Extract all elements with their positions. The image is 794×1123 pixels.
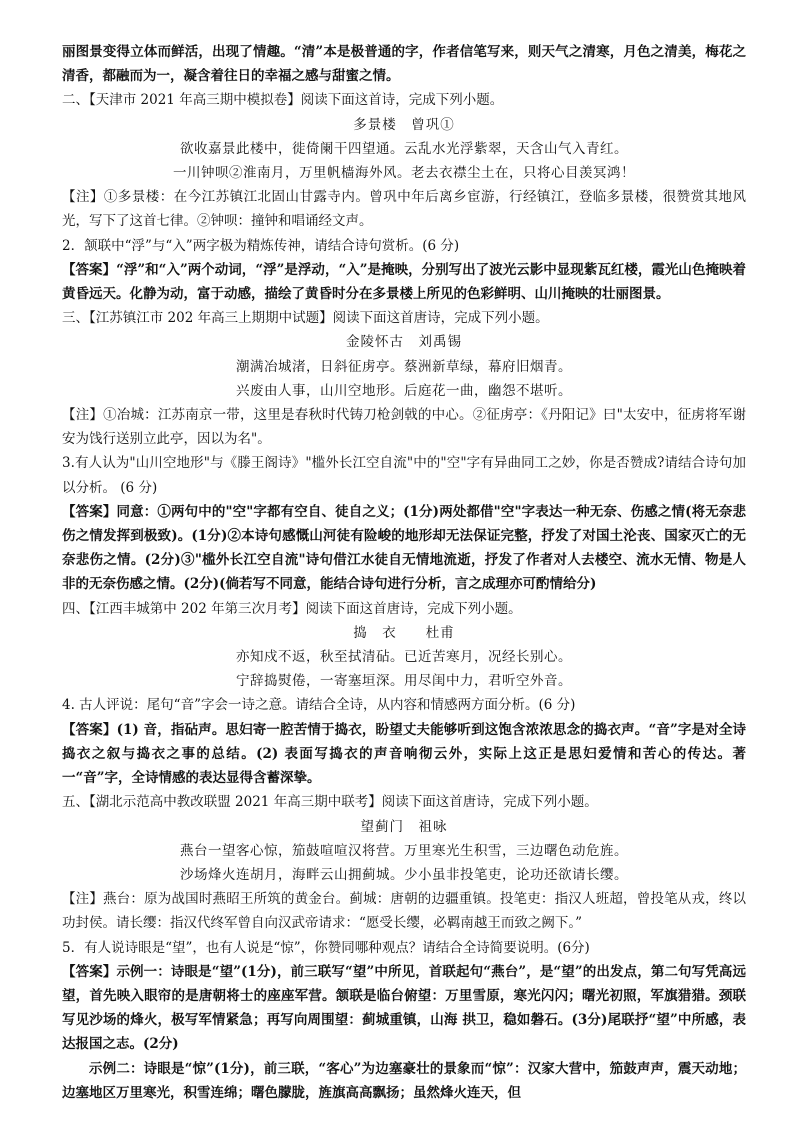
section-3-answer: 【答案】同意：①两句中的"空"字都有空自、徒自之义；(1分)两处都借"空"字表达一种无奈、伤感之情(将无奈悲伤之情发挥到极致)。(1分)②本诗句感慨山河徒有险峻的地形却无法保证完整，抒发了对国土沦丧、国家灭亡的无奈悲伤之情。(2分)③"槛外长江空自流"诗句借江水徒自无情地流逝，抒发了作者对人去楼空、流水无情、物是人非的无奈伤感之情。(2分)(倘若写不同意，能结合诗句进行分析，言之成理亦可酌情给分) — [62, 503, 746, 593]
section-4-header: 四、【江西丰城第中 202 年第三次月考】阅读下面这首唐诗，完成下列小题。 — [62, 600, 522, 617]
section-3-poem-line-2: 兴废由人事，山川空地形。后庭花一曲，幽怨不堪听。 — [236, 382, 572, 399]
section-3-poem-title: 金陵怀古 刘禹锡 — [346, 334, 462, 351]
section-2-poem-title: 多景楼 曾巩① — [353, 116, 455, 133]
section-5-note: 【注】燕台：原为战国时燕昭王所筑的黄金台。蓟城：唐朝的边疆重镇。投笔吏：指汉人班超，曾投笔从戎，终以功封侯。请长缨：指汉代终军曾自向汉武帝请求：“愿受长缨，必羁南越王而致之阙下。” — [62, 891, 746, 932]
section-4-poem-line-2: 宁辞捣熨倦，一寄塞垣深。用尽闺中力，君听空外音。 — [236, 673, 572, 690]
section-4-poem-title: 捣 衣 杜甫 — [353, 624, 455, 641]
section-4-poem-line-1: 亦知戍不返，秋至拭清砧。已近苦寒月，况经长别心。 — [236, 649, 572, 666]
section-5-poem-title: 望蓟门 祖咏 — [360, 818, 448, 835]
section-2-poem-line-2: 一川钟呗②淮南月，万里帆樯海外风。老去衣襟尘土在，只将心目羡冥鸿！ — [173, 165, 635, 182]
section-2-header: 二、【天津市 2021 年高三期中模拟卷】阅读下面这首诗，完成下列小题。 — [62, 92, 504, 109]
section-4-question: 4. 古人评说：尾句“音”字会一诗之意。请结合全诗，从内容和情感两方面分析。(6 分) — [62, 697, 576, 714]
document-page — [62, 40, 746, 1105]
section-5-header: 五、【湖北示范高中教改联盟 2021 年高三期中联考】阅读下面这首唐诗，完成下列小题。 — [62, 794, 598, 811]
intro-answer: 丽图景变得立体而鲜活，出现了情趣。“清”本是极普通的字，作者信笔写来，则天气之清寒，月色之清美，梅花之清香，都融而为一，凝含着往日的幸福之感与甜蜜之情。 — [62, 44, 746, 85]
section-3-note: 【注】①冶城：江苏南京一带，这里是春秋时代铸刀枪剑戟的中心。②征虏亭：《丹阳记》曰"太安中，征虏将军谢安为饯行送别立此亭，因以为名"。 — [62, 407, 746, 448]
section-5-question: 5．有人说诗眼是“望”，也有人说是“惊”，你赞同哪种观点？请结合全诗简要说明。(6分) — [62, 939, 590, 956]
section-3-header: 三、【江苏镇江市 202 年高三上期期中试题】阅读下面这首唐诗，完成下列小题。 — [62, 310, 549, 327]
section-5-poem-line-2: 沙场烽火连胡月，海畔云山拥蓟城。少小虽非投笔吏，论功还欲请长缨。 — [180, 866, 628, 883]
section-4-answer: 【答案】(1) 音，指砧声。思妇寄一腔苦情于捣衣，盼望丈夫能够听到这饱含浓浓思念的捣衣声。“音”字是对全诗捣衣之叙与捣衣之事的总结。(2) 表面写捣衣的声音响彻云外，实际上这正是思妇爱情和苦心的传达。著一“音”字，全诗情感的表达显得含蓄深挚。 — [62, 721, 746, 787]
section-2-note: 【注】①多景楼：在今江苏镇江北固山甘露寺内。曾巩中年后离乡宦游，行经镇江，登临多景楼，很赞赏其地风光，写下了这首七律。②钟呗：撞钟和唱诵经文声。 — [62, 189, 746, 230]
section-2-poem-line-1: 欲收嘉景此楼中，徙倚阑干四望通。云乱水光浮紫翠，天含山气入青红。 — [180, 140, 628, 157]
section-5-poem-line-1: 燕台一望客心惊，笳鼓喧喧汉将营。万里寒光生积雪，三边曙色动危旌。 — [180, 842, 628, 859]
section-3-question: 3.有人认为"山川空地形"与《滕王阁诗》"槛外长江空自流"中的"空"字有异曲同工之妙，你是否赞成?请结合诗句加以分析。 (6 分) — [62, 455, 746, 496]
section-5-answer-1: 【答案】示例一：诗眼是“望”(1分)，前三联写“望”中所见，首联起句“燕台”，是“望”的出发点，第二句写凭高远望，首先映入眼帘的是唐朝将士的座座军营。颔联是临台俯望：万里雪原，寒光闪闪；曙光初照，军旗猎猎。颈联写见沙场的烽火，极写军情紧急；再写向周围望：蓟城重镇，山海 拱卫，稳如磐石。(3分)尾联抒“望”中所感，表达报国之志。(2分) — [62, 963, 746, 1053]
section-5-answer-2: 示例二：诗眼是“惊”(1分)，前三联，“客心”为边塞豪壮的景象而“惊”：汉家大营中，笳鼓声声，震天动地；边塞地区万里寒光，积雪连绵；曙色朦胧，旌旗高高飘扬；虽然烽火连天，但 — [62, 1060, 746, 1101]
section-2-question: 2．颔联中“浮”与“入”两字极为精炼传神，请结合诗句赏析。(6 分) — [62, 237, 460, 254]
section-3-poem-line-1: 潮满冶城渚，日斜征虏亭。蔡洲新草绿，幕府旧烟青。 — [236, 358, 572, 375]
section-2-answer: 【答案】“浮”和“入”两个动词，“浮”是浮动，“入”是掩映，分别写出了波光云影中显现紫瓦红楼，霞光山色掩映着黄昏远天。化静为动，富于动感，描绘了黄昏时分在多景楼上所见的色彩鲜明、山川掩映的壮丽图景。 — [62, 261, 746, 303]
